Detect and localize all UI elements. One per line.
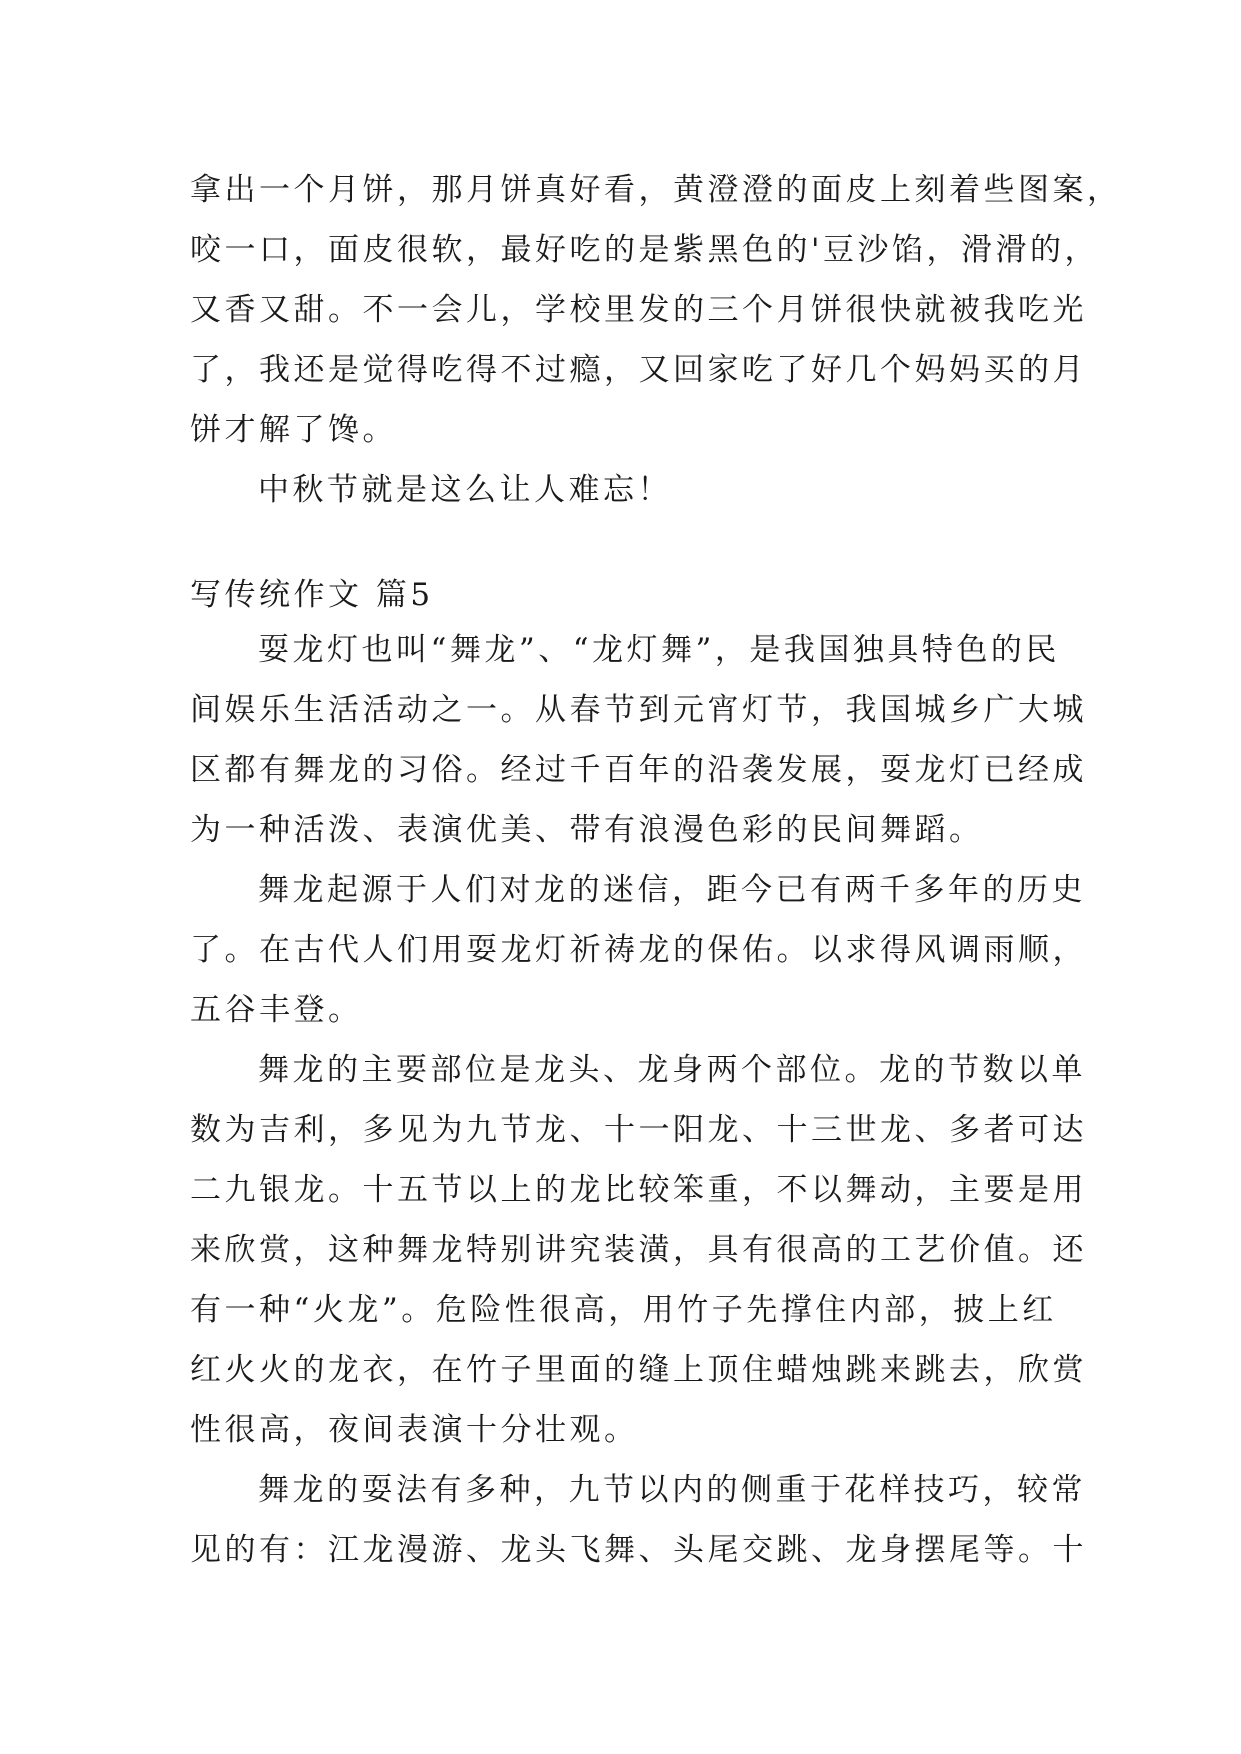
text-line: 咬一口，面皮很软，最好吃的是紫黑色的'豆沙馅，滑滑的， <box>190 232 1100 268</box>
text-line: 有一种“火龙”。危险性很高，用竹子先撑住内部，披上红 <box>190 1292 1057 1328</box>
text-line: 饼才解了馋。 <box>190 412 397 448</box>
text-line: 二九银龙。十五节以上的龙比较笨重，不以舞动，主要是用 <box>190 1172 1087 1208</box>
text-line: 五谷丰登。 <box>190 992 363 1028</box>
text-line: 拿出一个月饼，那月饼真好看，黄澄澄的面皮上刻着些图案， <box>190 172 1122 208</box>
text-line: 舞龙的耍法有多种，九节以内的侧重于花样技巧，较常 <box>258 1472 1086 1508</box>
text-line: 又香又甜。不一会儿，学校里发的三个月饼很快就被我吃光 <box>190 292 1087 328</box>
paragraph <box>190 1040 1087 1460</box>
text-line: 为一种活泼、表演优美、带有浪漫色彩的民间舞蹈。 <box>190 812 984 848</box>
text-line: 舞龙的主要部位是龙头、龙身两个部位。龙的节数以单 <box>258 1052 1086 1088</box>
paragraph <box>190 860 1087 1040</box>
text-line: 耍龙灯也叫“舞龙”、“龙灯舞”，是我国独具特色的民 <box>258 632 1060 668</box>
text-line: 了，我还是觉得吃得不过瘾，又回家吃了好几个妈妈买的月 <box>190 352 1087 388</box>
text-line: 见的有：江龙漫游、龙头飞舞、头尾交跳、龙身摆尾等。十 <box>190 1532 1087 1568</box>
paragraph <box>190 460 1070 520</box>
paragraph <box>190 160 1122 460</box>
text-line: 数为吉利，多见为九节龙、十一阳龙、十三世龙、多者可达 <box>190 1112 1087 1148</box>
text-line: 红火火的龙衣，在竹子里面的缝上顶住蜡烛跳来跳去，欣赏 <box>190 1352 1087 1388</box>
section-heading: 写传统作文 篇5 <box>190 577 434 613</box>
text-line: 间娱乐生活活动之一。从春节到元宵灯节，我国城乡广大城 <box>190 692 1087 728</box>
text-line: 来欣赏，这种舞龙特别讲究装潢，具有很高的工艺价值。还 <box>190 1232 1087 1268</box>
paragraph <box>190 620 1087 860</box>
text-section-top <box>190 160 1122 520</box>
section-heading-block <box>190 565 1070 625</box>
text-section-body <box>190 620 1087 1580</box>
text-line: 区都有舞龙的习俗。经过千百年的沿袭发展，耍龙灯已经成 <box>190 752 1087 788</box>
text-line: 性很高，夜间表演十分壮观。 <box>190 1412 639 1448</box>
paragraph <box>190 1460 1087 1580</box>
text-line: 了。在古代人们用耍龙灯祈祷龙的保佑。以求得风调雨顺， <box>190 932 1087 968</box>
text-line: 舞龙起源于人们对龙的迷信，距今已有两千多年的历史 <box>258 872 1086 908</box>
text-line: 中秋节就是这么让人难忘！ <box>258 472 672 508</box>
